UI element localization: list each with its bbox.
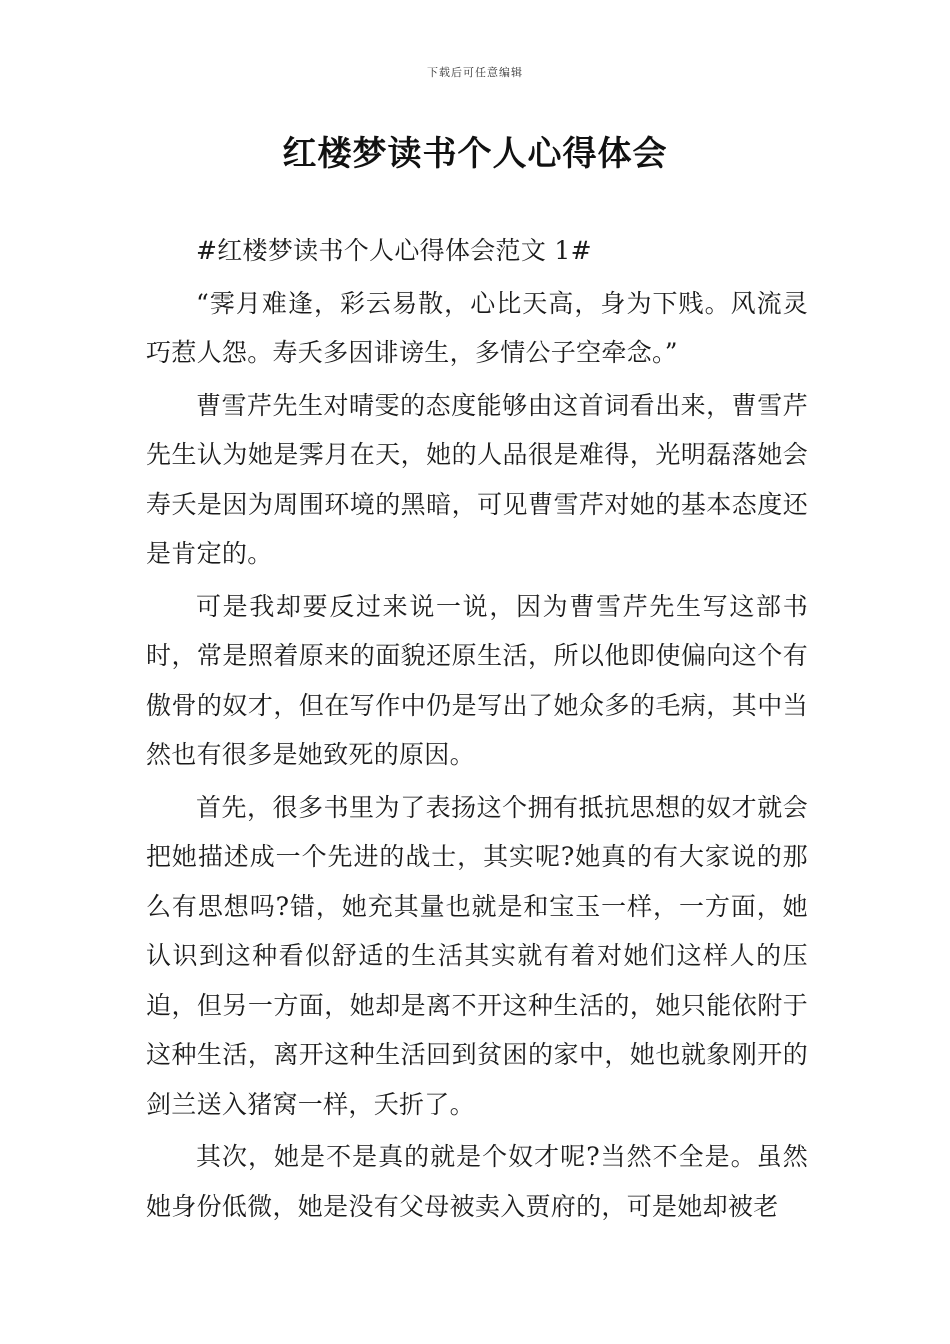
section-subtitle: #红楼梦读书个人心得体会范文 1# [196,236,592,265]
header-note: 下载后可任意编辑 [427,66,523,79]
document-body [146,226,808,1234]
paragraph-author-attitude: 曹雪芹先生对晴雯的态度能够由这首词看出来，曹雪芹先生认为她是霁月在天，她的人品很是难得，光明磊落她会寿夭是因为周围环境的黑暗，可见曹雪芹对她的基本态度还是肯定的。 [146,390,808,568]
document-title: 红楼梦读书个人心得体会 [282,134,668,174]
paragraph-counterpoint: 可是我却要反过来说一说，因为曹雪芹先生写这部书时，常是照着原来的面貌还原生活，所以他即使偏向这个有傲骨的奴才，但在写作中仍是写出了她众多的毛病，其中当然也有很多是她致死的原因。 [146,591,808,769]
paragraph-first-point: 首先，很多书里为了表扬这个拥有抵抗思想的奴才就会把她描述成一个先进的战士，其实呢?她真的有大家说的那么有思想吗?错，她充其量也就是和宝玉一样，一方面，她认识到这种看似舒适的生活其实就有着对她们这样人的压迫，但另一方面，她却是离不开这种生活的，她只能依附于这种生活，离开这种生活回到贫困的家中，她也就象刚开的剑兰送入猪窝一样，夭折了。 [146,792,808,1119]
paragraph-second-point: 其次，她是不是真的就是个奴才呢?当然不全是。虽然她身份低微，她是没有父母被卖入贾府的，可是她却被老 [146,1142,808,1221]
paragraph-poem: “霁月难逢，彩云易散，心比天高，身为下贱。风流灵巧惹人怨。寿夭多因诽谤生，多情公子空牵念。” [146,288,808,367]
